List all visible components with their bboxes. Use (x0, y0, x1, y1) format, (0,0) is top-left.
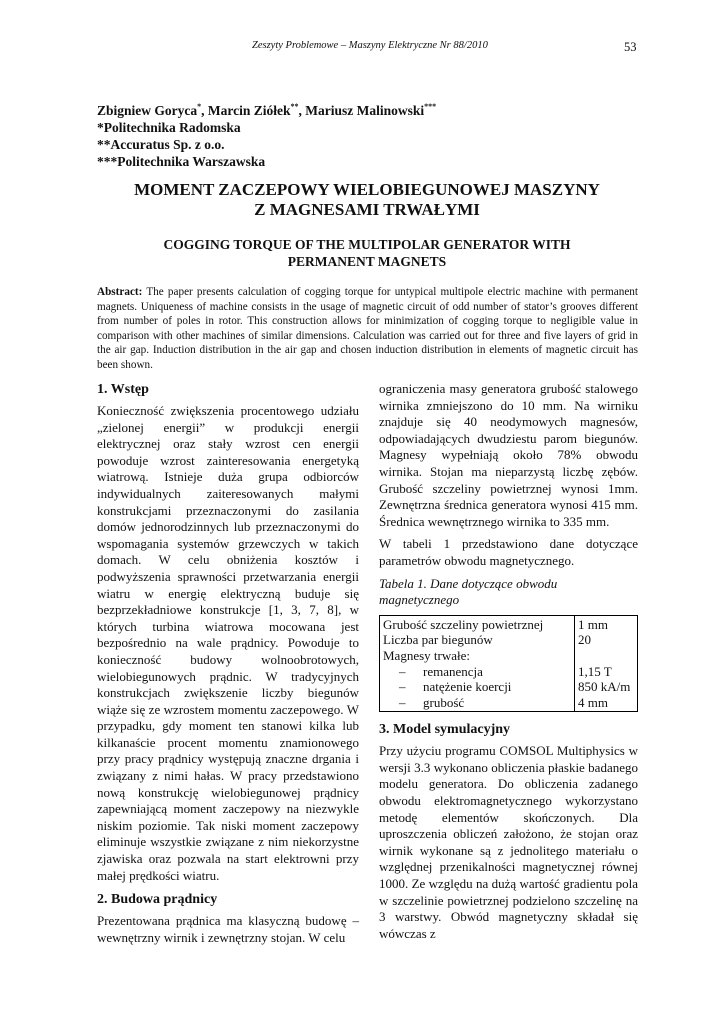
abstract-label: Abstract: (97, 286, 143, 298)
table-cell: 1,15 T (578, 663, 612, 679)
author-name: Marcin Ziółek (207, 103, 291, 118)
table-cell: 850 kA/m (578, 679, 631, 695)
journal-title: Zeszyty Problemowe – Maszyny Elektryczne Nr 88/2010 (252, 40, 488, 51)
list-dash: – (399, 694, 406, 710)
table-cell: natężenie koercji (423, 679, 512, 695)
section-text: W tabeli 1 przedstawiono dane dotyczące parametrów obwodu magnetycznego. (379, 536, 638, 568)
author-line: Zbigniew Goryca*, Marcin Ziółek**, Mariusz Malinowski*** (97, 102, 437, 118)
title-line: MOMENT ZACZEPOWY WIELOBIEGUNOWEJ MASZYNY (134, 180, 600, 199)
list-dash: – (399, 663, 406, 679)
title-line: PERMANENT MAGNETS (287, 254, 447, 269)
author-name: Zbigniew Goryca (97, 103, 198, 118)
page-header (0, 40, 724, 58)
affiliation: **Accuratus Sp. z o.o. (97, 137, 225, 152)
right-column (379, 381, 638, 942)
title-english (97, 236, 637, 270)
title-line: Z MAGNESAMI TRWAŁYMI (254, 200, 480, 219)
list-dash: – (399, 679, 406, 695)
section-heading: 2. Budowa prądnicy (97, 892, 218, 908)
abstract (97, 285, 638, 373)
table-cell: Liczba par biegunów (383, 632, 493, 648)
affiliation-mark: ** (290, 102, 299, 111)
author-name: Mariusz Malinowski (305, 103, 425, 118)
affiliation: *Politechnika Radomska (97, 120, 241, 135)
table-cell: 20 (578, 632, 591, 648)
title-line: COGGING TORQUE OF THE MULTIPOLAR GENERATOR WITH (163, 237, 571, 252)
left-column (97, 381, 359, 946)
table-cell: grubość (423, 694, 465, 710)
section-text: ograniczenia masy generatora grubość stalowego wirnika zmniejszono do 10 mm. Na wirniku znajduje się 40 neodymowych magnesów, odpowiadających dwudziestu parom biegunów. Magnesy wypełniają około 78% obwodu wirnika. Stojan ma nieparzystą liczbę zębów. Grubość szczeliny powietrznej wynosi 1mm. Zewnętrzna średnica generatora wynosi 415 mm. Średnica wewnętrznego wirnika to 335 mm. (379, 381, 638, 529)
section-text: Przy użyciu programu COMSOL Multiphysics w wersji 3.3 wykonano obliczenia płaskie badanego modelu generatora. Do obliczenia zadanego obwodu elektromagnetycznego wykorzystano metodę elementów skończonych. Dla uproszczenia obliczeń założono, że stojan oraz wirnik wykonane są z jednolitego materiału o względnej przenikalności magnetycznej równej 1000. Ze względu na dużą wartość gradientu pola w szczelinie powietrznej podzielono szczelinę na 3 warstwy. Obwód magnetyczny składał się wówczas z (379, 743, 638, 941)
table-cell: 1 mm (578, 616, 608, 632)
affiliation-mark: * (197, 102, 202, 111)
title-polish (97, 180, 637, 220)
page-number: 53 (624, 40, 637, 54)
table-caption: Tabela 1. Dane dotyczące obwodu magnetycznego (379, 575, 558, 608)
affiliation: ***Politechnika Warszawska (97, 154, 266, 169)
table-cell: Magnesy trwałe: (383, 647, 471, 663)
section-text: Prezentowana prądnica ma klasyczną budowę – wewnętrzny wirnik i zewnętrzny stojan. W celu (97, 913, 359, 945)
table-cell: remanencja (423, 663, 483, 679)
abstract-text: The paper presents calculation of cogging torque for untypical multipole electric machine with permanent magnets. Uniqueness of machine consists in the usage of magnetic circuit of odd number of stator’s grooves different from number of poles in rotor. This construction allows for minimization of cogging torque to negligible value in comparison with other machines of similar dimensions. Calculation was carried out for three and five layers of grid in the air gap. Induction distribution in the air gap and chosen induction distribution in elements of magnetic circuit has been shown. (97, 286, 638, 371)
table-row (380, 615, 638, 712)
affiliation-mark: *** (424, 102, 437, 111)
table-cell: Grubość szczeliny powietrznej (383, 616, 544, 632)
section-heading: 3. Model symulacyjny (379, 722, 511, 738)
table-cell: 4 mm (578, 694, 608, 710)
parameters-table (379, 615, 638, 713)
section-heading: 1. Wstęp (97, 382, 149, 397)
section-text: Konieczność zwiększenia procentowego udziału „zielonej energii” w produkcji energii elektrycznej oraz stały wzrost cen energii powoduje wzrost zainteresowania energetyką wiatrową. Istnieje duża grupa odbiorców indywidualnych zaiteresowanych małymi konstrukcjami przeznaczonymi do zasilania domów jednorodzinnych lub przeznaczonymi do wspomagania systemów grzewczych w takich domach. W celu obniżenia kosztów i podwyższenia sprawności przetwarzania energii wiatru w energię elektryczną buduje się bezprzekładniowe konstrukcje [1, 3, 7, 8], w których turbina wiatrowa mocowana jest bezpośrednio na wale prądnicy. Powoduje to konieczność budowy wolnoobrotowych, wielobiegunowych prądnic. W tradycyjnych konstrukcjach zwiększenie liczby biegunów wiąże się ze wzrostem momentu zaczepowego. W przypadku, gdy moment ten stanowi kilka lub kilkanaście procent momentu znamionowego przy pracy prądnicy występują znaczne drgania i związany z nimi hałas. W pracy przedstawiono nową konstrukcję wielobiegunowej prądnicy zapewniającą moment zaczepowy na niezwykle niskim poziomie. Tak niski moment zaczepowy eliminuje wszystkie związane z nim niekorzystne zjawiska oraz pozwala na start elektrowni przy małej prędkości wiatru. (97, 403, 359, 883)
author-block (97, 102, 436, 170)
